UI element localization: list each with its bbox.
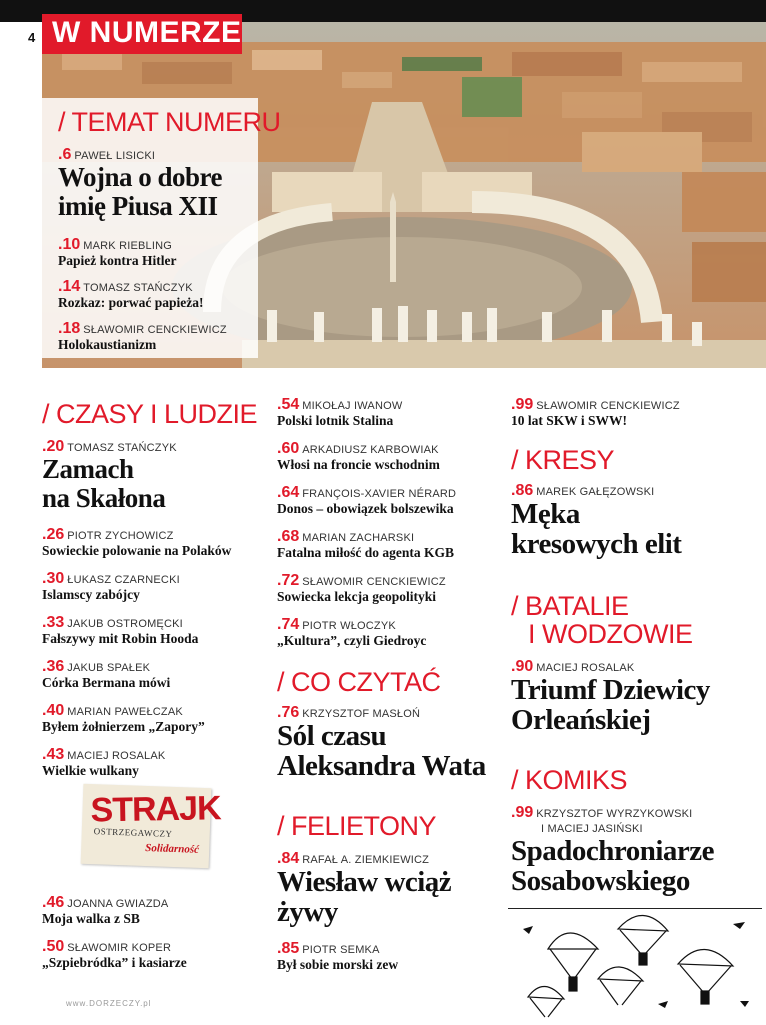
toc-entry[interactable] <box>42 616 198 647</box>
heading-line: / BATALIE <box>511 591 629 621</box>
author: KRZYSZTOF WYRZYKOWSKI <box>536 808 693 820</box>
article-title-line: imię Piusa XII <box>58 191 218 221</box>
page-ref: .40 <box>42 702 65 719</box>
article-title-line: kresowych elit <box>511 528 682 560</box>
article-title-line: Męka <box>511 498 580 530</box>
author: FRANÇOIS-XAVIER NÉRARD <box>302 488 457 500</box>
page-ref: .46 <box>42 894 65 911</box>
author: JAKUB OSTROMĘCKI <box>67 618 183 630</box>
page-ref: .50 <box>42 938 65 955</box>
author: SŁAWOMIR KOPER <box>67 942 172 954</box>
toc-entry[interactable] <box>277 530 454 561</box>
author: MACIEJ ROSALAK <box>67 750 166 762</box>
article-title: Fatalna miłość do agenta KGB <box>277 545 455 560</box>
author: TOMASZ STAŃCZYK <box>67 442 177 454</box>
article-title: Holokaustianizm <box>58 337 157 352</box>
article-title: Sowiecka lekcja geopolityki <box>277 589 436 604</box>
toc-entry[interactable] <box>511 484 681 559</box>
toc-entry[interactable] <box>42 704 205 735</box>
section-heading-komiks: / KOMIKS <box>511 765 628 795</box>
page-ref: .36 <box>42 658 65 675</box>
stamp-text: STRAJK <box>90 789 221 830</box>
section-heading-temat-numeru: / TEMAT NUMERU <box>58 107 281 137</box>
article-title: Papież kontra Hitler <box>58 253 177 268</box>
author: MARIAN PAWEŁCZAK <box>67 706 183 718</box>
article-title-line: na Skałona <box>42 483 166 513</box>
toc-entry[interactable] <box>42 440 177 513</box>
section-heading-felietony: / FELIETONY <box>277 811 437 841</box>
page-ref: .84 <box>277 850 300 867</box>
article-title-line: Zamach <box>42 454 134 484</box>
article-title: „Kultura”, czyli Giedroyc <box>277 633 427 648</box>
toc-entry[interactable] <box>511 660 710 735</box>
page-number: 4 <box>28 30 36 45</box>
page-ref: .86 <box>511 482 534 499</box>
article-title: Polski lotnik Stalina <box>277 413 394 428</box>
author: MIKOŁAJ IWANOW <box>302 400 403 412</box>
page-ref: .14 <box>58 278 81 295</box>
page-ref: .64 <box>277 484 300 501</box>
article-title-line: Sosabowskiego <box>511 865 690 897</box>
article-title: „Szpiebródka” i kasiarze <box>42 955 187 970</box>
article-title-line: Wojna o dobre <box>58 162 223 192</box>
page-ref: .43 <box>42 746 65 763</box>
author: SŁAWOMIR CENCKIEWICZ <box>536 400 680 412</box>
article-title-line: Triumf Dziewicy <box>511 674 710 706</box>
article-title: Byłem żołnierzem „Zapory” <box>42 719 205 734</box>
author: SŁAWOMIR CENCKIEWICZ <box>302 576 446 588</box>
article-title: Sowieckie polowanie na Polaków <box>42 543 232 558</box>
section-heading-kresy: / KRESY <box>511 445 615 475</box>
toc-entry[interactable] <box>58 148 222 221</box>
article-title: Fałszywy mit Robin Hooda <box>42 631 199 646</box>
author: MARK RIEBLING <box>83 240 173 252</box>
toc-entry[interactable] <box>277 706 486 781</box>
footer-url: www.DORZECZY.pl <box>66 999 152 1008</box>
heading-line: I WODZOWIE <box>528 619 693 649</box>
page-ref: .68 <box>277 528 300 545</box>
section-heading-co-czytac: / CO CZYTAĆ <box>277 667 441 697</box>
article-title: Islamscy zabójcy <box>42 587 140 602</box>
page-ref: .33 <box>42 614 65 631</box>
toc-entry[interactable] <box>58 322 227 353</box>
page-ref: .99 <box>511 396 534 413</box>
page-ref: .18 <box>58 320 81 337</box>
page-ref: .26 <box>42 526 65 543</box>
article-title: Donos – obowiązek bolszewika <box>277 501 454 516</box>
page-ref: .72 <box>277 572 300 589</box>
page-ref: .20 <box>42 438 65 455</box>
section-heading-czasy-i-ludzie: / CZASY I LUDZIE <box>42 399 258 429</box>
toc-entry[interactable] <box>42 660 170 691</box>
toc-entry[interactable] <box>42 572 180 603</box>
article-title: Był sobie morski zew <box>277 957 399 972</box>
article-title-line: Orleańskiej <box>511 704 651 736</box>
author: MAREK GAŁĘZOWSKI <box>536 486 655 498</box>
author: PIOTR ZYCHOWICZ <box>67 530 174 542</box>
author: MACIEJ ROSALAK <box>536 662 635 674</box>
author: SŁAWOMIR CENCKIEWICZ <box>83 324 227 336</box>
article-title-line: żywy <box>277 896 338 928</box>
toc-entry[interactable] <box>42 528 231 559</box>
toc-entry[interactable] <box>277 442 440 473</box>
section-banner <box>42 14 242 54</box>
toc-entry[interactable] <box>511 806 714 896</box>
toc-entry[interactable] <box>42 940 187 971</box>
author: KRZYSZTOF MASŁOŃ <box>302 708 421 720</box>
article-title-line: Wiesław wciąż <box>277 866 452 898</box>
stamp-subtext: OSTRZEGAWCZY <box>93 826 173 839</box>
article-title: Wielkie wulkany <box>42 763 139 778</box>
author: ARKADIUSZ KARBOWIAK <box>302 444 439 456</box>
toc-entry[interactable] <box>58 238 176 269</box>
toc-entry[interactable] <box>277 574 446 605</box>
section-heading-batalie <box>511 592 692 648</box>
toc-entry[interactable] <box>42 748 165 779</box>
article-title-line: Spadochroniarze <box>511 835 715 867</box>
author: MARIAN ZACHARSKI <box>302 532 415 544</box>
author: PAWEŁ LISICKI <box>74 150 156 162</box>
author: JAKUB SPAŁEK <box>67 662 151 674</box>
author: PIOTR SEMKA <box>302 944 380 956</box>
comic-illustration-paratroopers <box>508 908 762 1025</box>
page-ref: .76 <box>277 704 300 721</box>
article-title-line: Aleksandra Wata <box>277 750 486 782</box>
article-title: Moja walka z SB <box>42 911 140 926</box>
toc-entry[interactable] <box>277 942 398 973</box>
article-title: Córka Bermana mówi <box>42 675 171 690</box>
banner-title: W NUMERZE <box>52 16 242 49</box>
page-ref: .99 <box>511 804 534 821</box>
author: ŁUKASZ CZARNECKI <box>67 574 180 586</box>
author: TOMASZ STAŃCZYK <box>83 282 193 294</box>
featured-box <box>42 98 281 358</box>
author: PIOTR WŁOCZYK <box>302 620 396 632</box>
toc-entry[interactable] <box>58 280 203 311</box>
author: I MACIEJ JASIŃSKI <box>541 823 643 835</box>
article-title: Włosi na froncie wschodnim <box>277 457 440 472</box>
page-ref: .6 <box>58 146 72 163</box>
toc-entry[interactable] <box>277 618 426 649</box>
strajk-stamp-image <box>81 784 221 868</box>
author: JOANNA GWIAZDA <box>67 898 169 910</box>
page-ref: .60 <box>277 440 300 457</box>
article-title-line: Sól czasu <box>277 720 387 752</box>
author: RAFAŁ A. ZIEMKIEWICZ <box>302 854 430 866</box>
toc-entry[interactable] <box>511 398 680 429</box>
page-ref: .85 <box>277 940 300 957</box>
page-ref: .10 <box>58 236 81 253</box>
page-ref: .74 <box>277 616 300 633</box>
toc-entry[interactable] <box>277 852 451 927</box>
toc-entry[interactable] <box>277 398 402 429</box>
page-ref: .54 <box>277 396 300 413</box>
toc-entry[interactable] <box>277 486 456 517</box>
toc-entry[interactable] <box>42 896 168 927</box>
page-ref: .30 <box>42 570 65 587</box>
page-ref: .90 <box>511 658 534 675</box>
article-title: 10 lat SKW i SWW! <box>511 413 628 428</box>
stamp-solidarnosc: Solidarność <box>145 841 200 856</box>
article-title: Rozkaz: porwać papieża! <box>58 295 204 310</box>
